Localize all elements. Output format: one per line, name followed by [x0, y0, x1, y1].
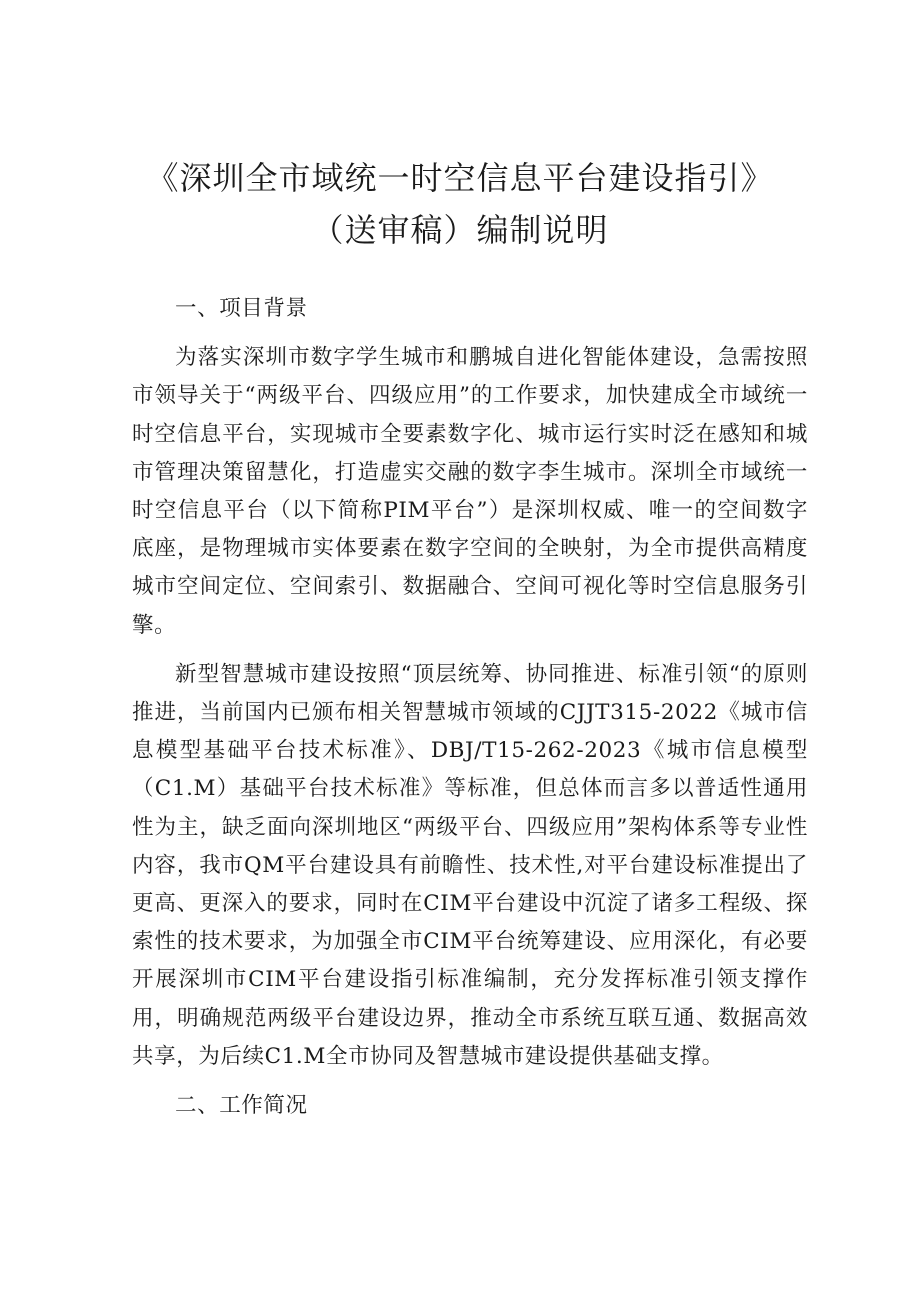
title-line-1: 《深圳全市域统一时空信息平台建设指引》 [146, 159, 774, 197]
document-title [0, 152, 920, 256]
section-heading-work-overview: 二、工作简况 [175, 1093, 308, 1119]
paragraph-background-1: 为落实深圳市数字学生城市和鹏城自进化智能体建设，急需按照市领导关于“两级平台、四级应用”的工作要求，加快建成全市域统一时空信息平台，实现城市全要素数字化、城市运行实时泛在感知和城市管理决策留慧化，打造虚实交融的数字李生城市。深圳全市域统一时空信息平台（以下简称PIM平台”）是深圳权威、唯一的空间数字底座，是物理城市实体要素在数字空间的全映射，为全市提供高精度城市空间定位、空间索引、数据融合、空间可视化等时空信息服务引擎。 [132, 345, 808, 638]
paragraph-background-2: 新型智慧城市建设按照“顶层统筹、协同推进、标准引领“的原则推进，当前国内已颁布相关智慧城市领域的CJJT315-2022《城市信息模型基础平台技术标准》、DBJ/T15-262-2023《城市信息模型（C1.M）基础平台技术标准》等标准，但总体而言多以普适性通用性为主，缺乏面向深圳地区“两级平台、四级应用”架构体系等专业性内容，我市QM平台建设具有前瞻性、技术性,对平台建设标准提出了更高、更深入的要求，同时在CIM平台建设中沉淀了诸多工程级、探索性的技术要求，为加强全市CIM平台统筹建设、应用深化，有必要开展深圳市CIM平台建设指引标准编制，充分发挥标准引领支撑作用，明确规范两级平台建设边界，推动全市系统互联互通、数据高效共享，为后续C1.M全市协同及智慧城市建设提供基础支撑。 [132, 661, 808, 1069]
section-heading-background: 一、项目背景 [175, 296, 308, 321]
title-line-2: （送审稿）编制说明 [311, 211, 609, 249]
document-body [132, 290, 808, 1125]
